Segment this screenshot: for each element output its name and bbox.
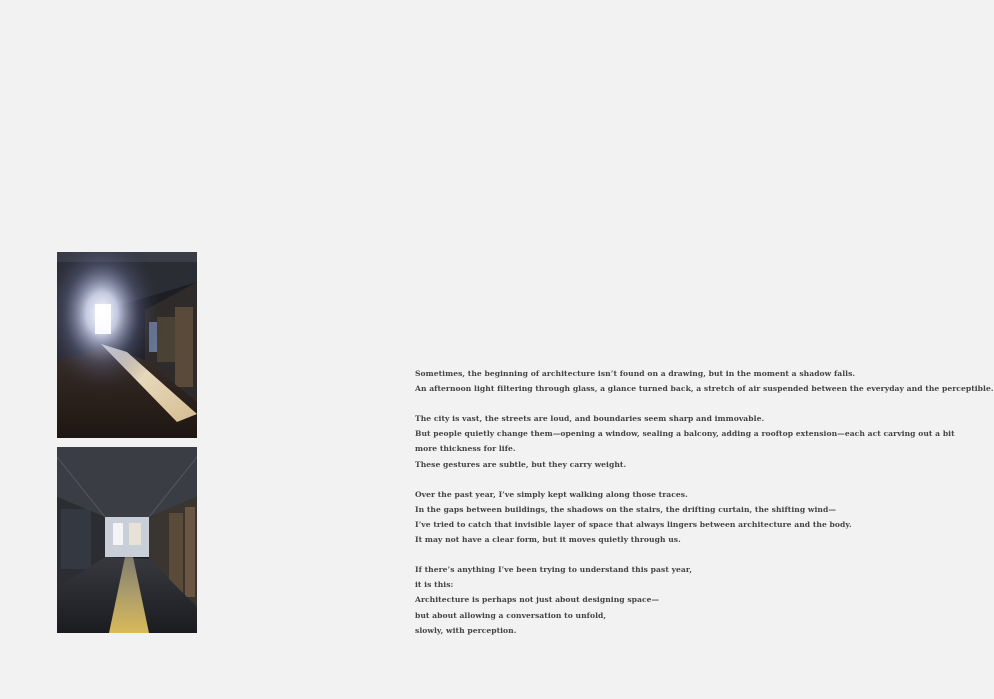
- paragraph-1: [415, 366, 994, 396]
- text-line: slowly, with perception.: [415, 625, 517, 635]
- text-line: If there’s anything I’ve been trying to understand this past year,: [415, 565, 693, 575]
- hallway-sunbeam-photo: [57, 447, 197, 633]
- text-line: Architecture is perhaps not just about designing space—: [415, 595, 660, 605]
- corridor-light-photo: [57, 252, 197, 438]
- text-line: Over the past year, I’ve simply kept walking along those traces.: [415, 489, 688, 499]
- text-line: Sometimes, the beginning of architecture isn’t found on a drawing, but in the moment a shadow falls.: [415, 369, 856, 378]
- paragraph-4: [415, 562, 975, 637]
- hallway-sunbeam-image: [57, 447, 197, 633]
- text-line: In the gaps between buildings, the shadows on the stairs, the drifting curtain, the shifting wind—: [415, 504, 836, 514]
- text-line: It may not have a clear form, but it moves quietly through us.: [415, 535, 681, 545]
- text-line: it is this:: [415, 580, 454, 590]
- text-line: but about allowing a conversation to unfold,: [415, 610, 607, 620]
- corridor-light-image: [57, 252, 197, 438]
- text-line: The city is vast, the streets are loud, and boundaries seem sharp and immovable.: [415, 414, 765, 424]
- paragraph-2: [415, 411, 975, 471]
- text-line: But people quietly change them—opening a window, sealing a balcony, adding a rooftop extension—each act carving out a bit more thickness for life.: [415, 429, 955, 454]
- text-line: I’ve tried to catch that invisible layer of space that always lingers between architecture and the body.: [415, 519, 852, 529]
- essay-text: [415, 366, 994, 653]
- text-line: An afternoon light filtering through glass, a glance turned back, a stretch of air suspended between the everyday and the perceptible.: [415, 384, 994, 394]
- paragraph-3: [415, 487, 975, 547]
- text-line: These gestures are subtle, but they carry weight.: [415, 459, 627, 469]
